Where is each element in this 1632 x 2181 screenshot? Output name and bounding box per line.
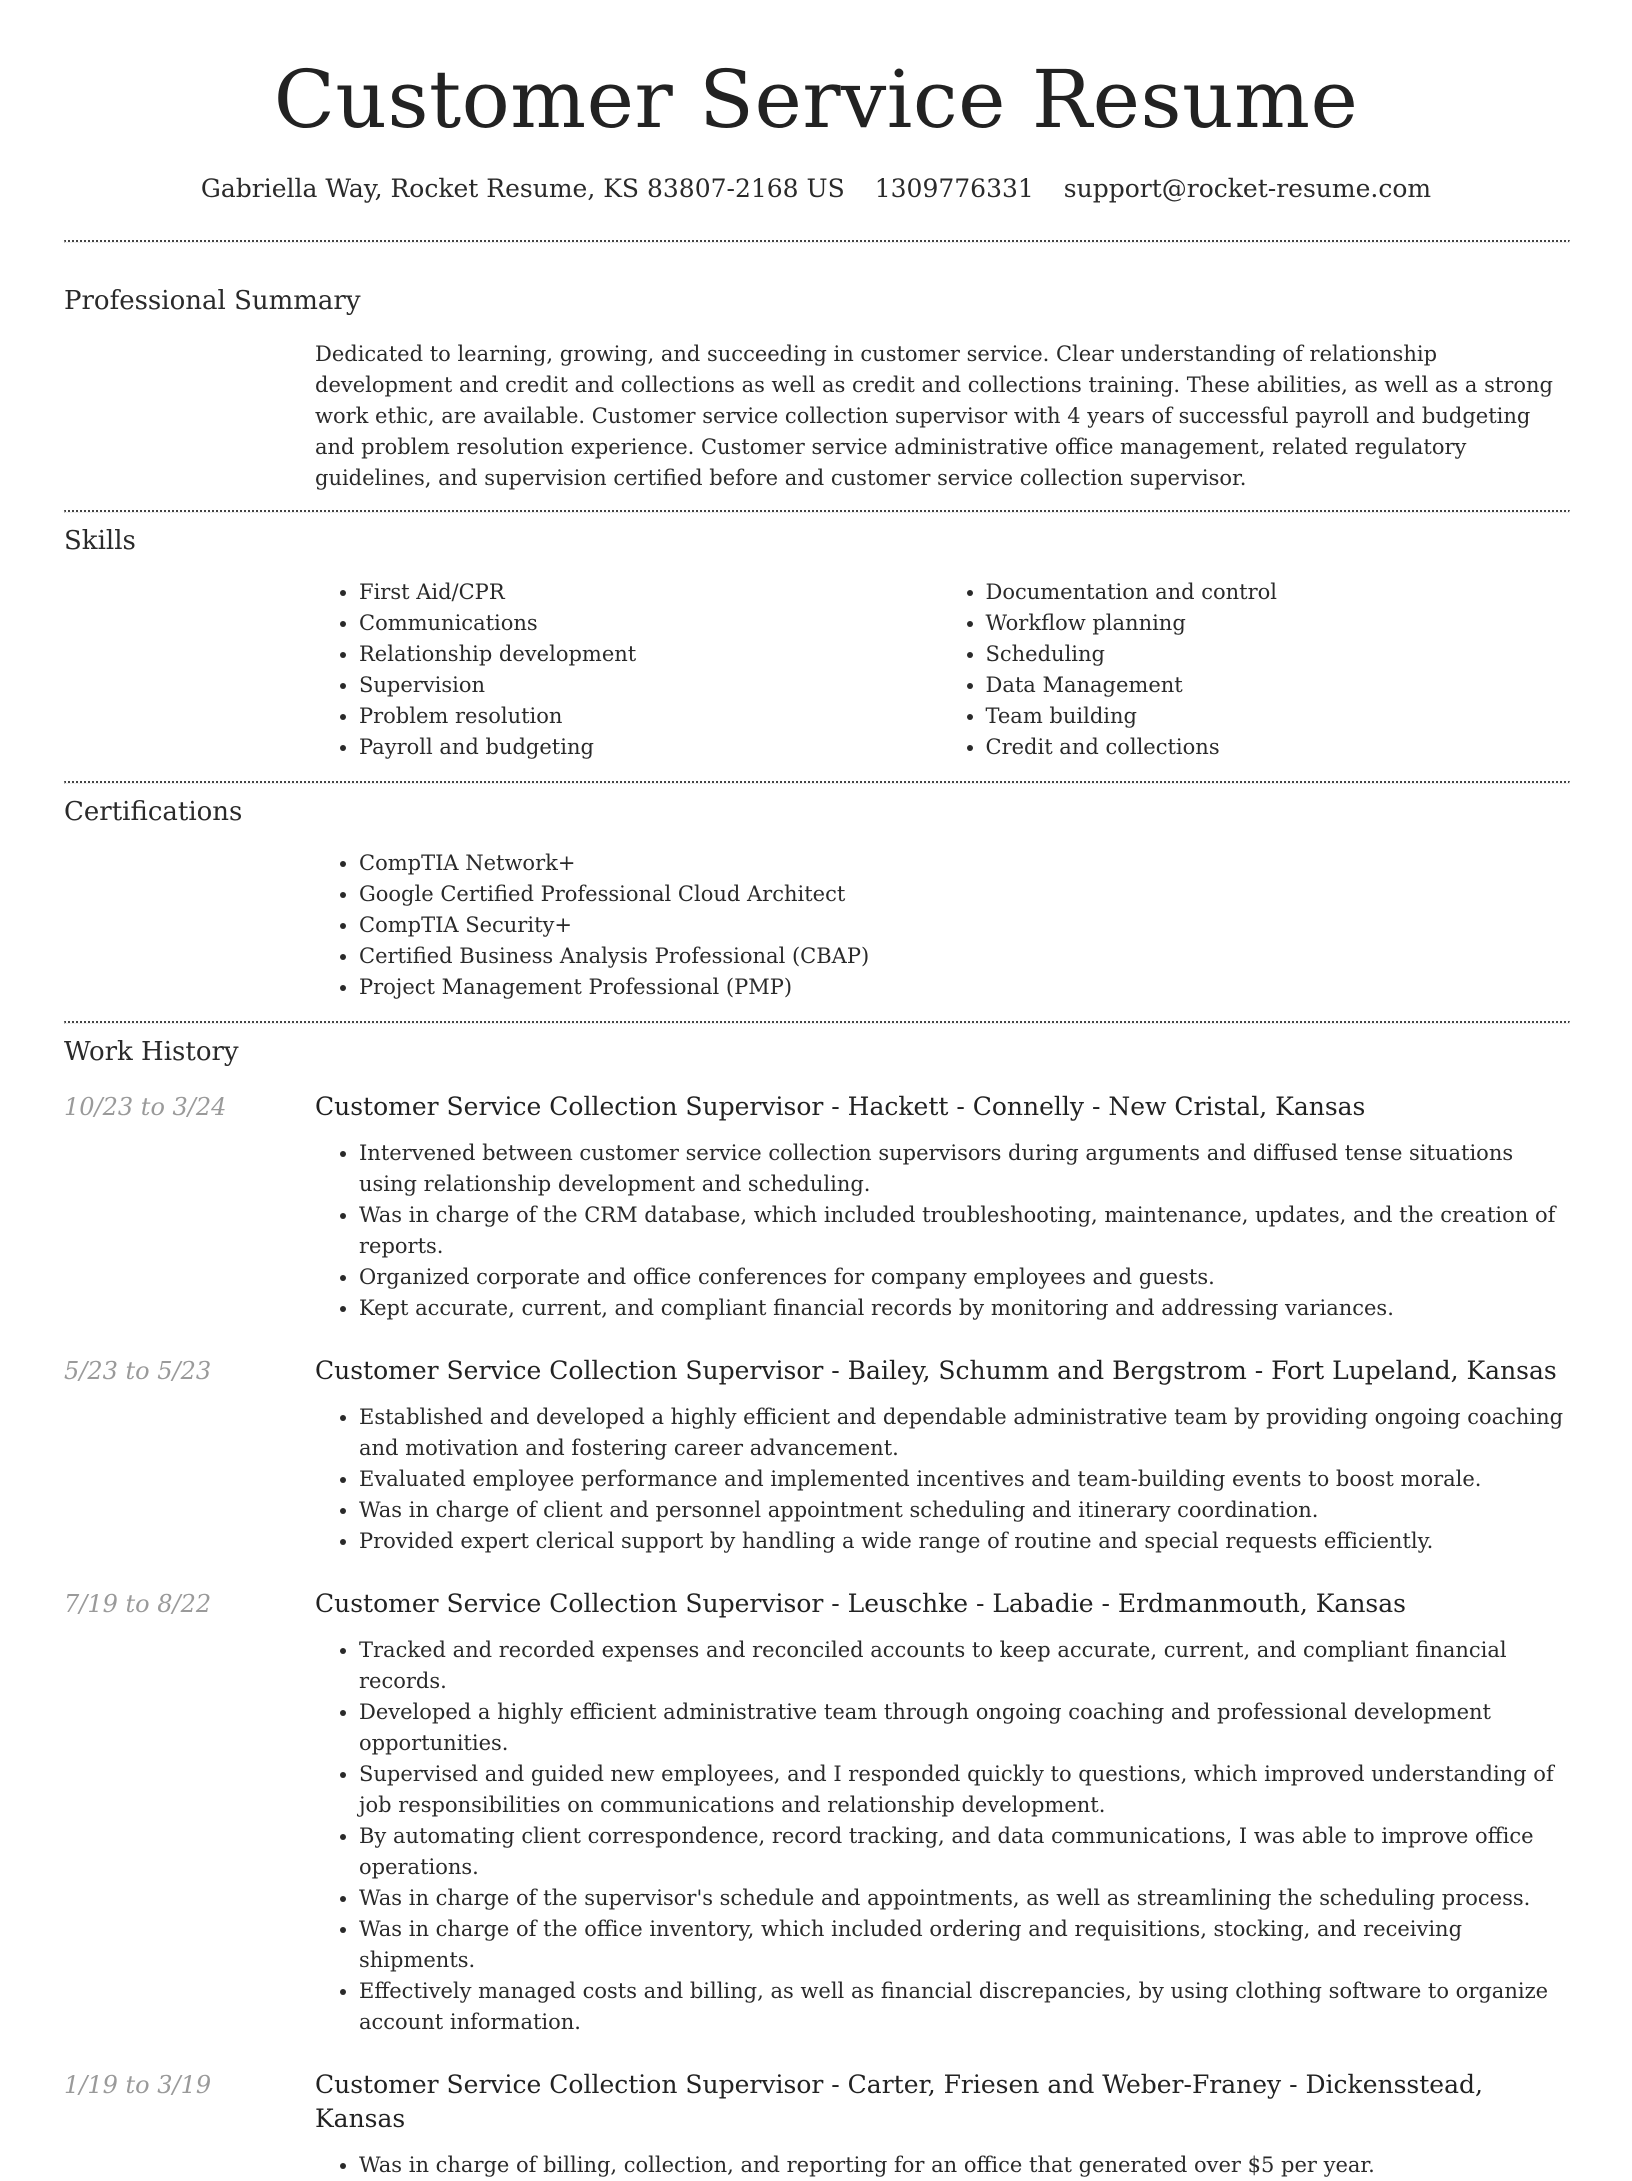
job-bullet-list	[315, 1402, 1568, 1557]
skill-item: • Workflow planning	[986, 608, 1569, 639]
job-bullet: • Was in charge of client and personnel appointment scheduling and itinerary coordination.	[359, 1495, 1568, 1526]
job-bullets	[315, 1138, 1568, 1324]
job-bullet: • Organized corporate and office conferences for company employees and guests.	[359, 1262, 1568, 1293]
contact-line	[64, 172, 1568, 206]
skill-item: • Scheduling	[986, 639, 1569, 670]
section-divider	[64, 781, 1570, 784]
skill-item: • Team building	[986, 701, 1569, 732]
job-bullet: • Provided expert clerical support by handling a wide range of routine and special requests efficiently.	[359, 1526, 1568, 1557]
summary-text: Dedicated to learning, growing, and succeeding in customer service. Clear understanding of relationship development and credit and collections as well as credit and collections training. These abilities, as well as a strong work ethic, are available. Customer service collection supervisor with 4 years of successful payroll and budgeting and problem resolution experience. Customer service administrative office management, related regulatory guidelines, and supervision certified before and customer service collection supervisor.	[315, 342, 1553, 490]
certifications-list	[315, 848, 1568, 1003]
job-bullets	[315, 2150, 1568, 2181]
skills-list-left	[315, 577, 942, 763]
job-bullet-list	[315, 1635, 1568, 2038]
job-bullets	[315, 1402, 1568, 1557]
job-bullet: • Intervened between customer service collection supervisors during arguments and diffused tense situations using relationship development and scheduling.	[359, 1138, 1568, 1200]
resume-page	[64, 0, 1568, 2181]
job-bullet: • Was in charge of the CRM database, which included troubleshooting, maintenance, updates, and the creation of reports.	[359, 1200, 1568, 1262]
job-bullet: • Tracked and recorded expenses and reconciled accounts to keep accurate, current, and compliant financial records.	[359, 1635, 1568, 1697]
section-title-summary: Professional Summary	[64, 286, 361, 316]
job-bullets	[315, 1635, 1568, 2038]
skills-list-right	[942, 577, 1569, 763]
job-bullet-list	[315, 2150, 1568, 2181]
contact-phone: 1309776331	[874, 174, 1034, 203]
job-bullet: • Was in charge of the supervisor's schedule and appointments, as well as streamlining the scheduling process.	[359, 1883, 1568, 1914]
certification-item: • Certified Business Analysis Professional (CBAP)	[359, 941, 1568, 972]
job-title: Customer Service Collection Supervisor - Bailey, Schumm and Bergstrom - Fort Lupeland, Kansas	[315, 1356, 1557, 1385]
job-entry	[64, 2068, 1568, 2181]
job-header	[64, 1354, 1568, 1388]
section-divider	[64, 240, 1570, 243]
section-title-work-history: Work History	[64, 1037, 239, 1067]
job-header	[64, 1090, 1568, 1124]
skill-item: • Problem resolution	[359, 701, 942, 732]
skill-item: • Credit and collections	[986, 732, 1569, 763]
job-title: Customer Service Collection Supervisor - Hackett - Connelly - New Cristal, Kansas	[315, 1092, 1366, 1121]
certification-item: • Google Certified Professional Cloud Architect	[359, 879, 1568, 910]
skill-item: • Data Management	[986, 670, 1569, 701]
section-title-skills: Skills	[64, 526, 136, 556]
skills-block	[315, 577, 1568, 763]
job-entry	[64, 1587, 1568, 2038]
job-bullet: • Effectively managed costs and billing, as well as financial discrepancies, by using clothing software to organize account information.	[359, 1976, 1568, 2038]
job-dates: 5/23 to 5/23	[64, 1357, 212, 1385]
skill-item: • Communications	[359, 608, 942, 639]
summary-block	[315, 339, 1568, 494]
job-entry	[64, 1354, 1568, 1557]
section-divider	[64, 510, 1570, 513]
job-dates: 1/19 to 3/19	[64, 2071, 212, 2099]
job-header	[64, 1587, 1568, 1621]
job-header	[64, 2068, 1568, 2136]
job-title: Customer Service Collection Supervisor - Leuschke - Labadie - Erdmanmouth, Kansas	[315, 1589, 1406, 1618]
resume-title: Customer Service Resume	[273, 53, 1359, 146]
certifications-block	[315, 848, 1568, 1003]
job-dates: 10/23 to 3/24	[64, 1093, 227, 1121]
contact-email: support@rocket-resume.com	[1063, 174, 1432, 203]
skill-item: • Supervision	[359, 670, 942, 701]
job-bullet: • Developed a highly efficient administrative team through ongoing coaching and professional development opportunities.	[359, 1697, 1568, 1759]
job-bullet: • Evaluated employee performance and implemented incentives and team-building events to boost morale.	[359, 1464, 1568, 1495]
job-bullet: • Was in charge of the office inventory, which included ordering and requisitions, stocking, and receiving shipments.	[359, 1914, 1568, 1976]
section-title-certifications: Certifications	[64, 797, 243, 827]
job-bullet: • Supervised and guided new employees, and I responded quickly to questions, which improved understanding of job responsibilities on communications and relationship development.	[359, 1759, 1568, 1821]
contact-address: Gabriella Way, Rocket Resume, KS 83807-2168 US	[200, 174, 845, 203]
skill-item: • Payroll and budgeting	[359, 732, 942, 763]
job-bullet: • By automating client correspondence, record tracking, and data communications, I was able to improve office operations.	[359, 1821, 1568, 1883]
skill-item: • Relationship development	[359, 639, 942, 670]
certification-item: • CompTIA Security+	[359, 910, 1568, 941]
certification-item: • Project Management Professional (PMP)	[359, 972, 1568, 1003]
job-dates: 7/19 to 8/22	[64, 1590, 212, 1618]
job-bullet: • Established and developed a highly efficient and dependable administrative team by providing ongoing coaching and motivation and fostering career advancement.	[359, 1402, 1568, 1464]
job-bullet-list	[315, 1138, 1568, 1324]
skill-item: • First Aid/CPR	[359, 577, 942, 608]
skill-item: • Documentation and control	[986, 577, 1569, 608]
job-entry	[64, 1090, 1568, 1324]
section-divider	[64, 1021, 1570, 1024]
job-bullet: • Was in charge of billing, collection, and reporting for an office that generated over $5 per year.	[359, 2150, 1568, 2181]
job-bullet: • Kept accurate, current, and compliant financial records by monitoring and addressing variances.	[359, 1293, 1568, 1324]
job-title: Customer Service Collection Supervisor - Carter, Friesen and Weber-Franey - Dickensstead, Kansas	[315, 2070, 1483, 2133]
certification-item: • CompTIA Network+	[359, 848, 1568, 879]
